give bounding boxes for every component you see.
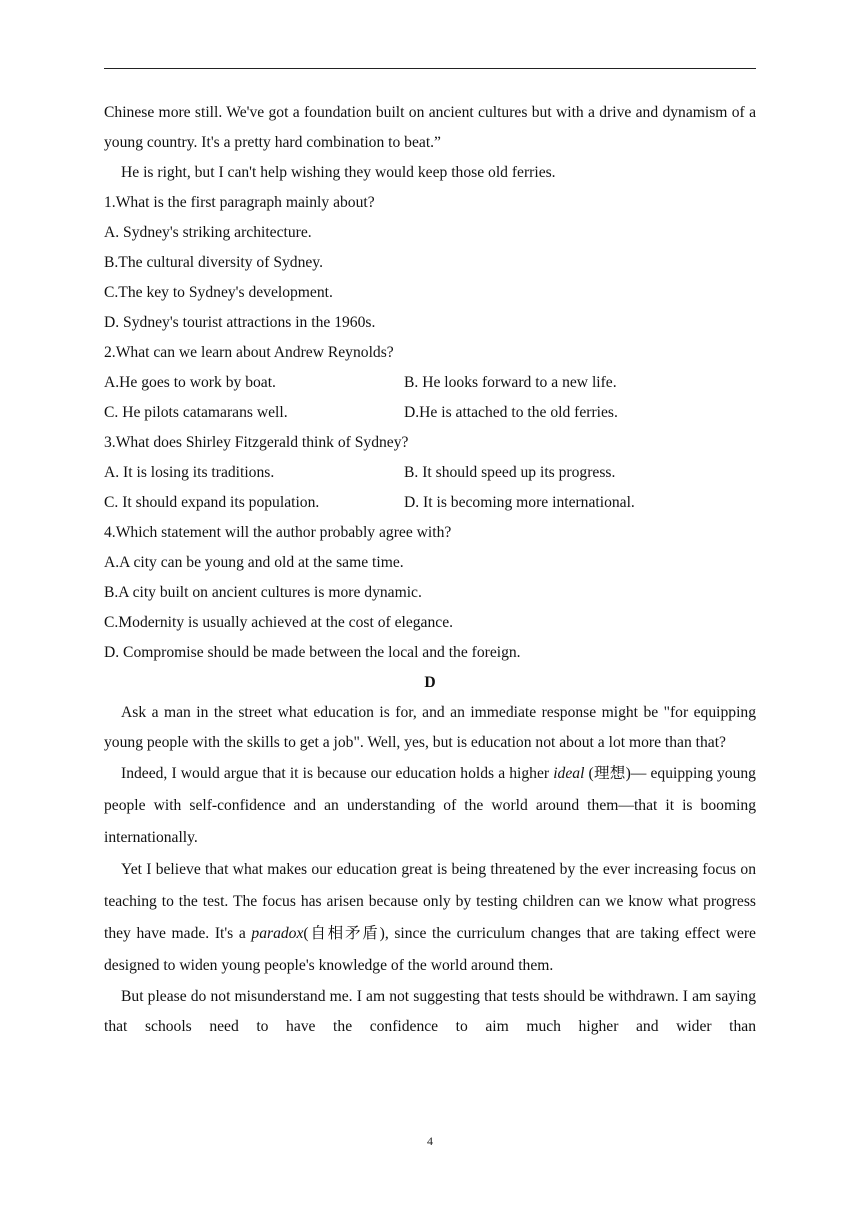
question-stem: 1.What is the first paragraph mainly about? [104,194,375,211]
passage-paragraph: But please do not misunderstand me. I am not suggesting that tests should be withdrawn. I am saying that schools need to have the confidence to aim much higher and wider than [104,988,756,1035]
vocab-term: ideal [553,765,585,782]
question-option: A. It is losing its traditions. [104,464,275,481]
question-option: B.A city built on ancient cultures is more dynamic. [104,584,422,601]
paragraph-text: Indeed, I would argue that it is because our education holds a higher [121,765,554,782]
passage-paragraph: Ask a man in the street what education is for, and an immediate response might be "for equipping young people with the skills to get a job". Well, yes, but is education not about a lot more than that? [104,704,756,751]
passage-paragraph: Chinese more still. We've got a foundation built on ancient cultures but with a drive and dynamism of a young country. It's a pretty hard combination to beat.” [104,104,756,151]
question-option: A.He goes to work by boat. [104,374,276,391]
paragraph-text: equipping young people with self-confidence and an understanding of the world around them—that it is booming internationally. [104,765,756,846]
vocab-term: paradox [251,925,304,942]
question-option: C.Modernity is usually achieved at the cost of elegance. [104,614,454,631]
option-row [104,488,756,518]
question-option: D. It is becoming more international. [404,494,635,511]
page-number: 4 [427,1134,433,1148]
question-option: C. He pilots catamarans well. [104,404,288,421]
question-option: D. Compromise should be made between the local and the foreign. [104,644,521,661]
passage-paragraph [104,758,756,854]
paragraph-text: Yet I believe that what makes our education great is being threatened by the ever increasing focus on teaching to the test. The focus has arisen because only by testing children can we know what progress they have made. It's a [104,861,756,942]
option-row [104,368,756,398]
question-stem: 4.Which statement will the author probably agree with? [104,524,452,541]
page-body [104,98,756,1042]
option-row [104,398,756,428]
question-option: A.A city can be young and old at the same time. [104,554,404,571]
vocab-gloss: (理想)— [584,765,647,782]
question-option: B. He looks forward to a new life. [404,374,617,391]
question-stem: 2.What can we learn about Andrew Reynolds? [104,344,394,361]
question-option: B. It should speed up its progress. [404,464,616,481]
passage-paragraph [104,854,756,982]
question-option: B.The cultural diversity of Sydney. [104,254,323,271]
question-option: D.He is attached to the old ferries. [404,404,618,421]
section-heading: D [424,674,436,691]
question-stem: 3.What does Shirley Fitzgerald think of Sydney? [104,434,409,451]
question-option: C.The key to Sydney's development. [104,284,333,301]
question-option: A. Sydney's striking architecture. [104,224,312,241]
option-row [104,458,756,488]
question-option: D. Sydney's tourist attractions in the 1960s. [104,314,376,331]
passage-paragraph: He is right, but I can't help wishing they would keep those old ferries. [121,164,556,181]
paragraph-text: (自相矛盾), since the curriculum changes that are taking effect were designed to widen young people's knowledge of the world around them. [104,925,756,974]
question-option: C. It should expand its population. [104,494,320,511]
header-rule [104,68,756,69]
